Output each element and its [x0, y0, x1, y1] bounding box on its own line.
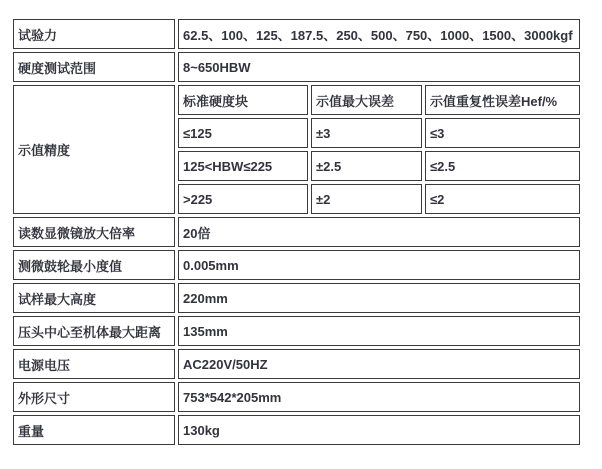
spec-label-weight: 重量: [13, 415, 175, 445]
spec-label-hardness-range: 硬度测试范围: [13, 52, 175, 82]
spec-value-test-force: 62.5、100、125、187.5、250、500、750、1000、1500、3000kgf: [178, 19, 580, 49]
table-row-weight: [13, 415, 580, 445]
spec-label-test-force: 试验力: [13, 19, 175, 49]
spec-value-drum-min-reading: 0.005mm: [178, 250, 580, 280]
accuracy-header-repeatability: 示值重复性误差Hef/%: [425, 85, 580, 115]
accuracy-cell-repeat-1: ≤3: [425, 118, 580, 148]
spec-value-power-voltage: AC220V/50HZ: [178, 349, 580, 379]
accuracy-cell-range-2: 125<HBW≤225: [178, 151, 308, 181]
table-row-test-force: [13, 19, 580, 49]
accuracy-cell-repeat-3: ≤2: [425, 184, 580, 214]
spec-value-indenter-distance: 135mm: [178, 316, 580, 346]
accuracy-cell-error-1: ±3: [311, 118, 422, 148]
spec-label-drum-min-reading: 测微鼓轮最小度值: [13, 250, 175, 280]
table-row-drum-min-reading: [13, 250, 580, 280]
accuracy-cell-repeat-2: ≤2.5: [425, 151, 580, 181]
accuracy-cell-error-3: ±2: [311, 184, 422, 214]
table-row-outline-dimensions: [13, 382, 580, 412]
spec-label-accuracy: 示值精度: [13, 85, 175, 214]
spec-value-max-specimen-height: 220mm: [178, 283, 580, 313]
spec-label-outline-dimensions: 外形尺寸: [13, 382, 175, 412]
spec-value-outline-dimensions: 753*542*205mm: [178, 382, 580, 412]
table-row-accuracy-header: [13, 85, 580, 115]
accuracy-header-standard-block: 标准硬度块: [178, 85, 308, 115]
spec-value-weight: 130kg: [178, 415, 580, 445]
accuracy-cell-range-3: >225: [178, 184, 308, 214]
spec-label-max-specimen-height: 试样最大高度: [13, 283, 175, 313]
spec-value-microscope-magnification: 20倍: [178, 217, 580, 247]
table-row-microscope-magnification: [13, 217, 580, 247]
table-row-max-specimen-height: [13, 283, 580, 313]
spec-label-indenter-distance: 压头中心至机体最大距离: [13, 316, 175, 346]
spec-table: [10, 16, 583, 448]
spec-value-hardness-range: 8~650HBW: [178, 52, 580, 82]
accuracy-header-max-error: 示值最大误差: [311, 85, 422, 115]
accuracy-cell-range-1: ≤125: [178, 118, 308, 148]
table-row-indenter-distance: [13, 316, 580, 346]
accuracy-cell-error-2: ±2.5: [311, 151, 422, 181]
table-row-power-voltage: [13, 349, 580, 379]
table-row-hardness-range: [13, 52, 580, 82]
spec-label-microscope-magnification: 读数显微镜放大倍率: [13, 217, 175, 247]
spec-label-power-voltage: 电源电压: [13, 349, 175, 379]
